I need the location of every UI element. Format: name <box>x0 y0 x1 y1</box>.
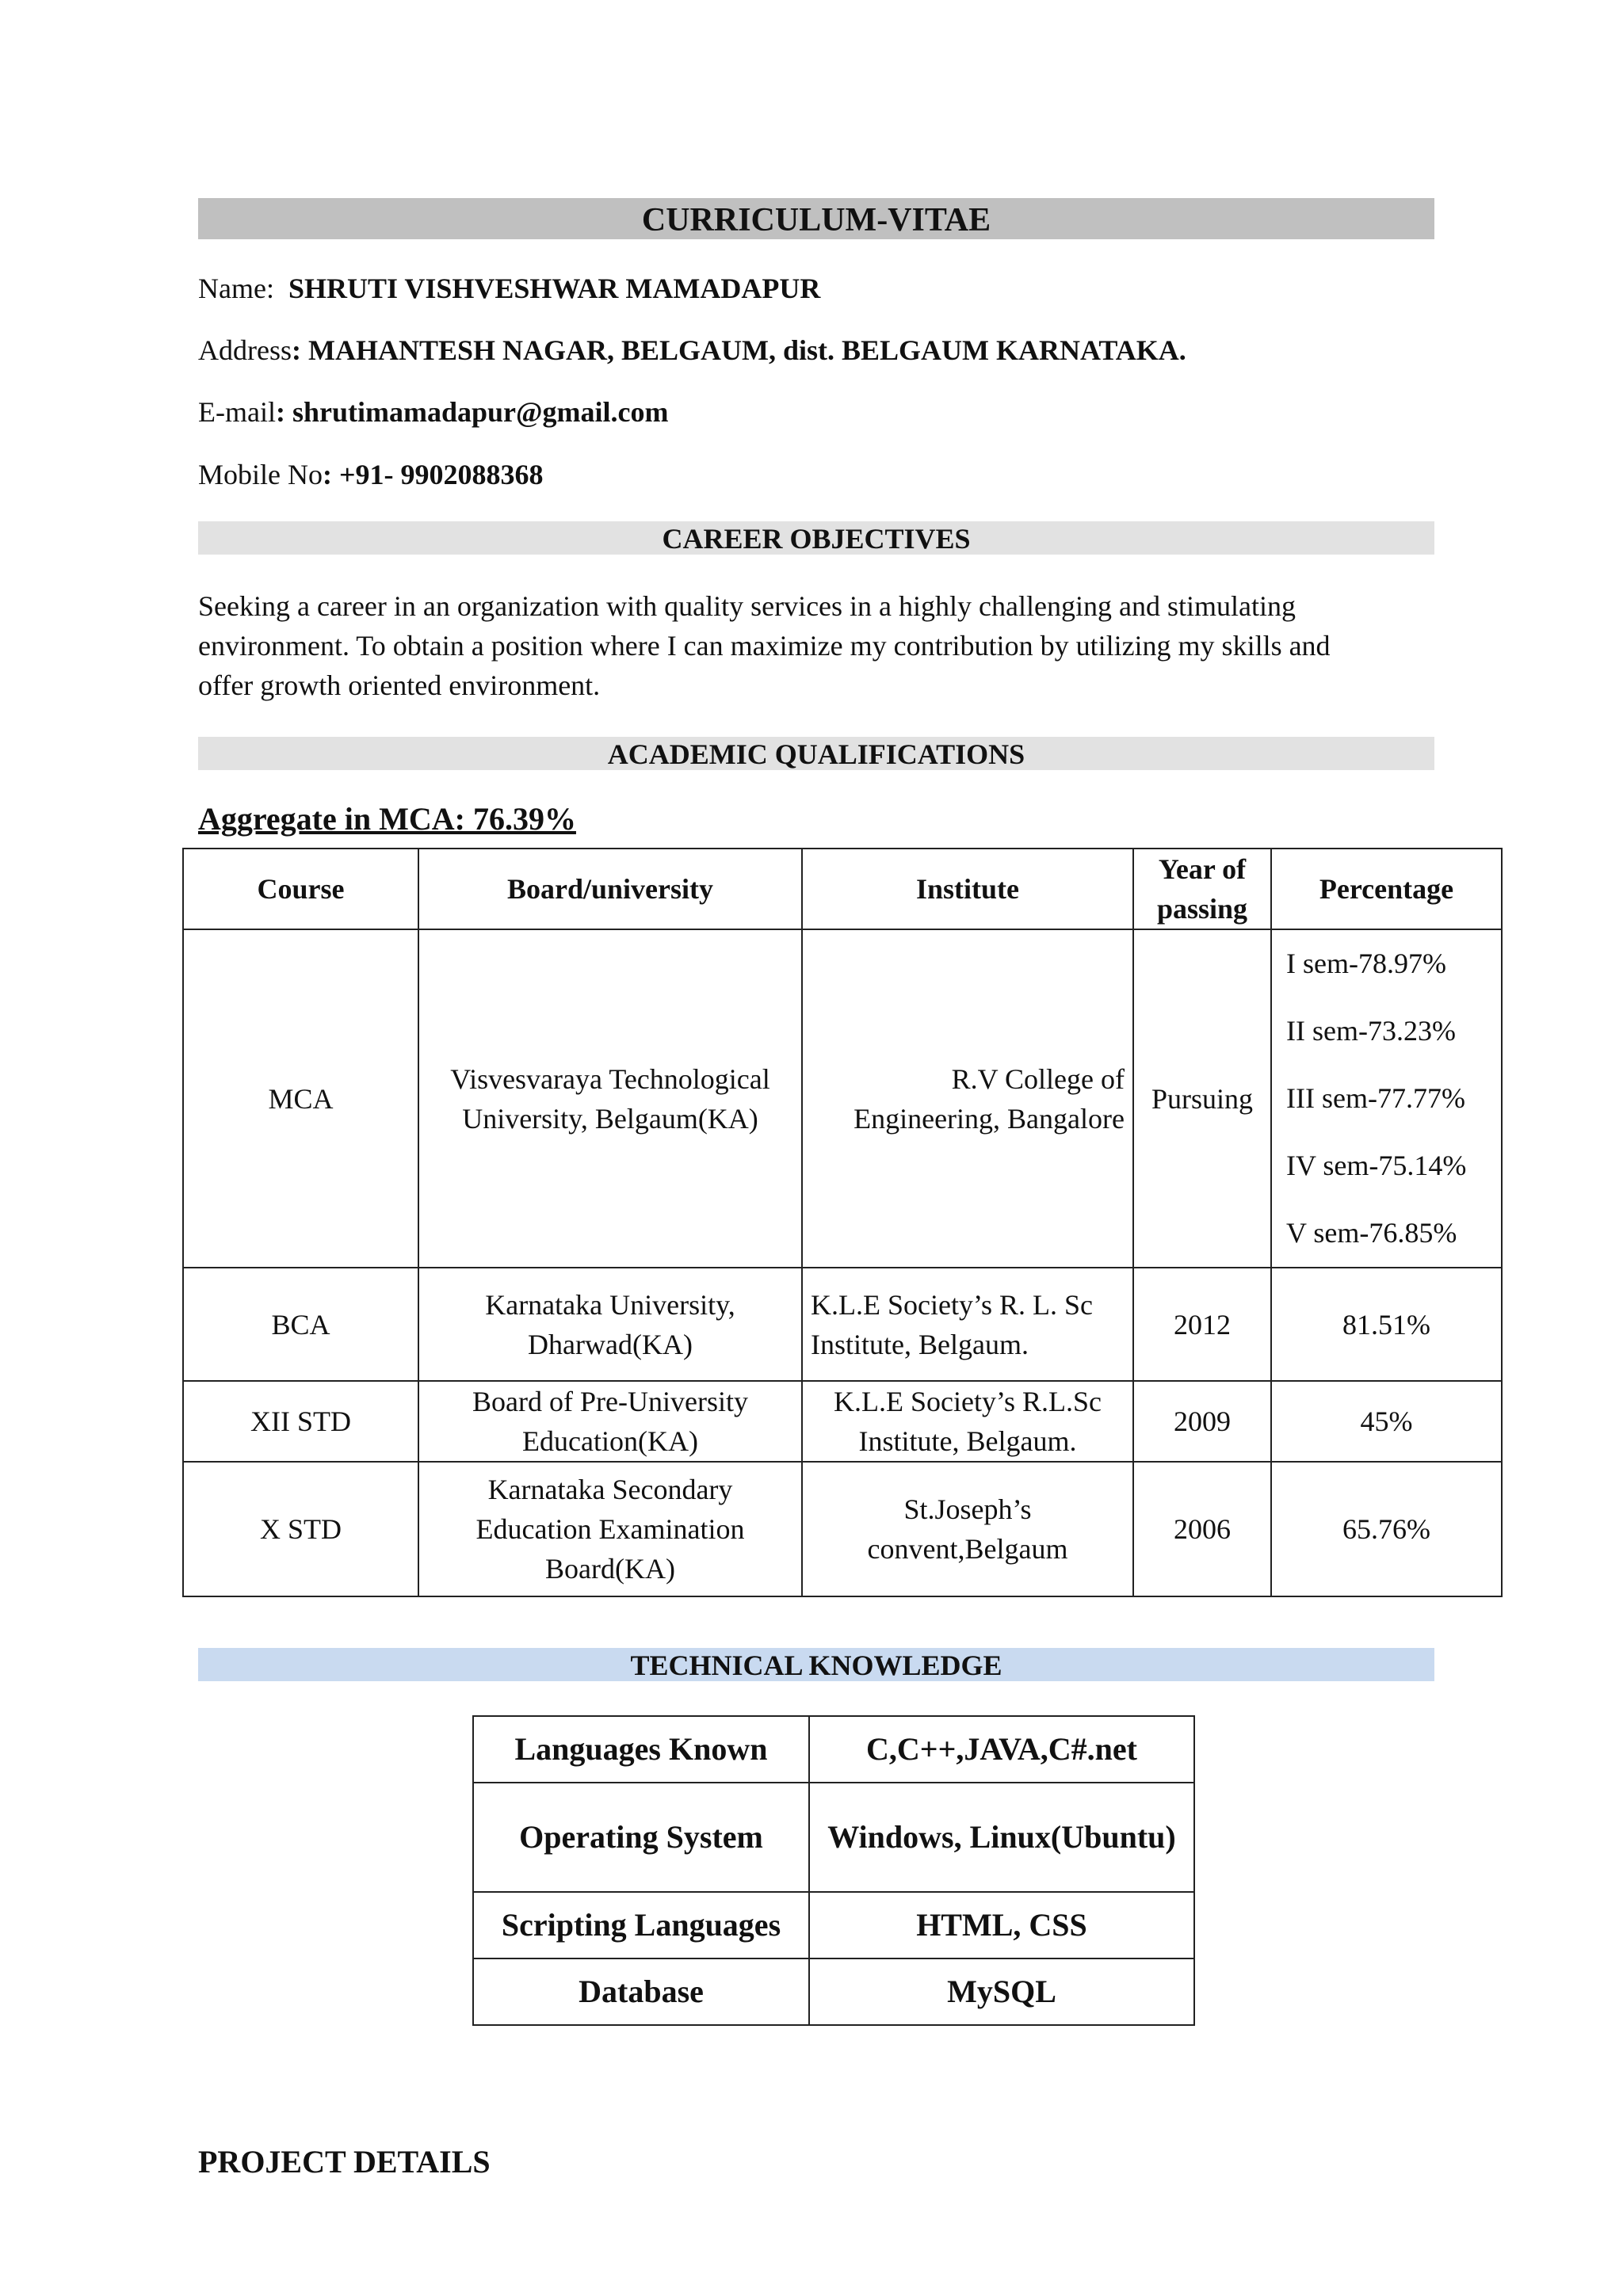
academic-qualifications-heading: ACADEMIC QUALIFICATIONS <box>198 737 1434 770</box>
address-line <box>198 334 1186 367</box>
percentage-cell: 45% <box>1271 1381 1502 1462</box>
year-header-line2: passing <box>1156 893 1248 925</box>
year-cell: Pursuing <box>1133 929 1271 1268</box>
career-objectives-heading: CAREER OBJECTIVES <box>198 521 1434 555</box>
board-header: Board/university <box>418 849 802 929</box>
percentage-cell: 81.51% <box>1271 1268 1502 1381</box>
board-cell: Board of Pre-University Education(KA) <box>418 1381 802 1462</box>
tech-label-cell: Languages Known <box>473 1716 809 1783</box>
mobile-value: : +91- 9902088368 <box>323 459 544 490</box>
year-header-line1: Year of <box>1158 853 1247 885</box>
institute-cell: St.Joseph’s convent,Belgaum <box>802 1462 1133 1596</box>
address-value: : MAHANTESH NAGAR, BELGAUM, dist. BELGAUM KARNATAKA. <box>291 334 1186 366</box>
table-row <box>183 1381 1502 1462</box>
semester-percentage: III sem-77.77% <box>1286 1082 1465 1114</box>
course-cell: XII STD <box>183 1381 418 1462</box>
tech-value-cell: C,C++,JAVA,C#.net <box>809 1716 1194 1783</box>
tech-label-cell: Operating System <box>473 1783 809 1892</box>
year-cell: 2006 <box>1133 1462 1271 1596</box>
academic-header-row <box>183 849 1502 929</box>
aggregate-mca: Aggregate in MCA: 76.39% <box>198 801 576 837</box>
institute-cell: R.V College of Engineering, Bangalore <box>802 929 1133 1268</box>
mobile-line <box>198 458 544 491</box>
semester-percentage: I sem-78.97% <box>1286 948 1446 979</box>
year-cell: 2009 <box>1133 1381 1271 1462</box>
table-row <box>183 1462 1502 1596</box>
document-title: CURRICULUM-VITAE <box>198 198 1434 239</box>
table-row <box>183 929 1502 1268</box>
tech-label-cell: Scripting Languages <box>473 1892 809 1958</box>
year-cell: 2012 <box>1133 1268 1271 1381</box>
institute-header: Institute <box>802 849 1133 929</box>
tech-value-cell: HTML, CSS <box>809 1892 1194 1958</box>
tech-value-cell: Windows, Linux(Ubuntu) <box>809 1783 1194 1892</box>
address-label: Address <box>198 334 292 366</box>
table-row <box>473 1783 1194 1892</box>
percentage-cell <box>1271 929 1502 1268</box>
board-cell: Karnataka University, Dharwad(KA) <box>418 1268 802 1381</box>
percentage-header: Percentage <box>1271 849 1502 929</box>
semester-percentage: IV sem-75.14% <box>1286 1150 1467 1181</box>
email-label: E-mail <box>198 396 276 428</box>
table-row <box>183 1268 1502 1381</box>
institute-cell: K.L.E Society’s R. L. Sc Institute, Belgaum. <box>802 1268 1133 1381</box>
course-header: Course <box>183 849 418 929</box>
technical-knowledge-heading: TECHNICAL KNOWLEDGE <box>198 1648 1434 1681</box>
semester-percentage: V sem-76.85% <box>1286 1217 1457 1249</box>
name-value: SHRUTI VISHVESHWAR MAMADAPUR <box>288 273 821 304</box>
tech-value-cell: MySQL <box>809 1958 1194 2025</box>
mobile-label: Mobile No <box>198 459 323 490</box>
table-row <box>473 1716 1194 1783</box>
table-row <box>473 1892 1194 1958</box>
tech-label-cell: Database <box>473 1958 809 2025</box>
course-cell: BCA <box>183 1268 418 1381</box>
project-details-heading: PROJECT DETAILS <box>198 2144 491 2180</box>
email-line <box>198 395 668 429</box>
email-value: : shrutimamadapur@gmail.com <box>275 396 669 428</box>
name-line <box>198 272 820 305</box>
semester-percentage: II sem-73.23% <box>1286 1015 1456 1047</box>
name-label: Name: <box>198 273 274 304</box>
percentage-cell: 65.76% <box>1271 1462 1502 1596</box>
table-row <box>473 1958 1194 2025</box>
institute-cell: K.L.E Society’s R.L.Sc Institute, Belgaum. <box>802 1381 1133 1462</box>
year-header <box>1133 849 1271 929</box>
academic-table <box>182 848 1503 1597</box>
board-cell: Visvesvaraya Technological University, Belgaum(KA) <box>418 929 802 1268</box>
technical-table <box>472 1715 1195 2026</box>
board-cell: Karnataka Secondary Education Examination Board(KA) <box>418 1462 802 1596</box>
career-objective-text: Seeking a career in an organization with quality services in a highly challenging and stimulating environment. To obtain a position where I can maximize my contribution by utilizing my skills and offer growth oriented environment. <box>198 590 1331 701</box>
course-cell: MCA <box>183 929 418 1268</box>
course-cell: X STD <box>183 1462 418 1596</box>
